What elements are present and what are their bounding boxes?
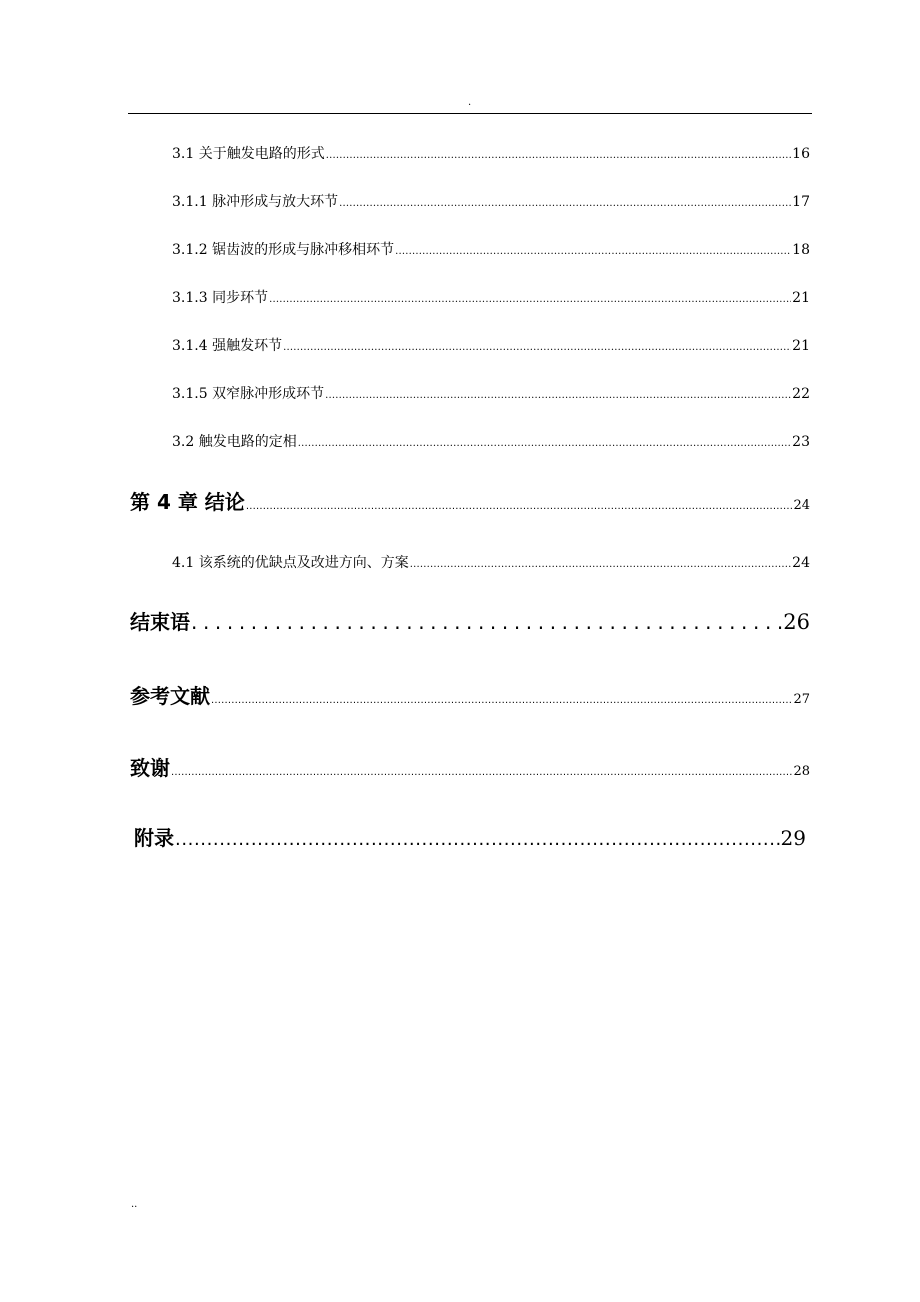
toc-entry-chapter-4[interactable] [130,490,810,519]
toc-leader [246,495,793,519]
toc-page-number: 17 [792,194,810,210]
toc-label: 结束语 [130,610,190,634]
toc-label: 3.2 触发电路的定相 [172,434,297,450]
toc-entry-3-1-1[interactable] [172,193,810,213]
toc-page-number: 29 [780,826,806,850]
toc-leader [410,556,791,574]
toc-leader [325,387,791,405]
toc-leader [211,689,792,713]
toc-entry-3-1-4[interactable] [172,337,810,357]
toc-leader [339,195,791,213]
toc-label: 3.1.5 双窄脉冲形成环节 [172,386,325,402]
toc-entry-3-1[interactable] [172,145,810,165]
header-rule [128,113,812,114]
toc-leader [326,147,791,165]
toc-page-number: 26 [783,610,810,634]
toc-label: 3.1.3 同步环节 [172,290,269,306]
toc-label: 4.1 该系统的优缺点及改进方向、方案 [172,555,409,571]
toc-label: 致谢 [130,756,170,780]
footer-mark: .. [131,1199,138,1210]
toc-leader [269,291,791,309]
toc-entry-appendix[interactable] [134,826,806,852]
toc-entry-3-1-5[interactable] [172,385,810,405]
toc-page-number: 22 [792,386,810,402]
toc-leader [283,339,791,357]
toc-label: 附录 [134,826,174,850]
toc-page-number: 24 [792,555,810,571]
toc-label: 参考文献 [130,684,210,708]
toc-entry-conclusion[interactable] [130,610,810,634]
toc-label: 3.1.1 脉冲形成与放大环节 [172,194,339,210]
toc-leader [298,435,791,453]
toc-entry-3-2[interactable] [172,433,810,453]
toc-page-number: 16 [792,146,810,162]
toc-leader [191,610,782,634]
toc-entry-references[interactable] [130,684,810,713]
toc-leader [175,828,780,852]
toc-label: 3.1.2 锯齿波的形成与脉冲移相环节 [172,242,395,258]
toc-page-number: 27 [793,692,810,707]
toc-page-number: 23 [792,434,810,450]
toc-leader [171,761,792,785]
toc-page-number: 24 [793,498,810,513]
toc-label: 3.1.4 强触发环节 [172,338,283,354]
toc-entry-3-1-3[interactable] [172,289,810,309]
header-mark: . [468,97,472,108]
toc-page-number: 21 [792,290,810,306]
toc-entry-4-1[interactable] [172,554,810,574]
toc-label: 3.1 关于触发电路的形式 [172,146,325,162]
toc-page-number: 28 [793,764,810,779]
toc-page-number: 21 [792,338,810,354]
toc-label: 第 4 章 结论 [130,490,245,514]
toc-entry-3-1-2[interactable] [172,241,810,261]
toc-entry-thanks[interactable] [130,756,810,785]
toc-page-number: 18 [792,242,810,258]
toc-leader [395,243,791,261]
